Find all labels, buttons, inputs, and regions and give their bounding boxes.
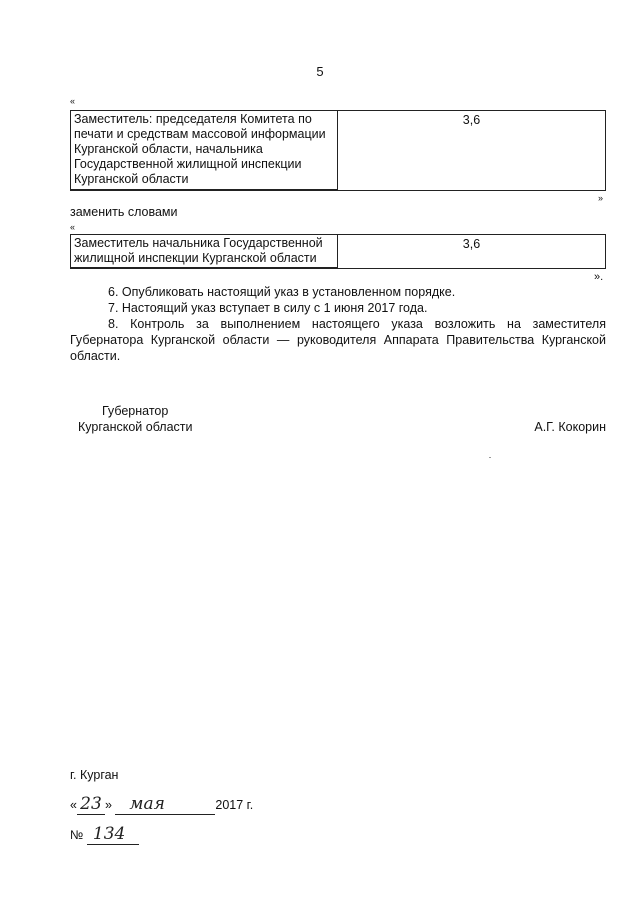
date-month-field (115, 794, 215, 815)
new-position-table (70, 234, 606, 269)
decree-items (70, 284, 606, 364)
decree-number: 134 (92, 824, 126, 844)
date-year: 2017 г. (215, 798, 254, 812)
position-cell: Заместитель начальника Государственной жилищной инспекции Курганской области (71, 235, 338, 269)
number-label: № (70, 828, 84, 842)
date-open-quote: « (70, 798, 77, 812)
signature-title-line1: Губернатор (102, 404, 169, 418)
number-field (87, 824, 139, 845)
city: г. Курган (70, 768, 119, 782)
date-day-field (77, 794, 105, 815)
open-quote: « (70, 96, 76, 106)
replace-with-text: заменить словами (70, 205, 178, 219)
close-quote-period: ». (594, 271, 604, 283)
scan-speck (489, 457, 491, 458)
signature-title-line2: Курганской области (78, 420, 193, 434)
open-quote: « (70, 222, 76, 232)
number-line (70, 824, 139, 845)
table-row (71, 235, 606, 269)
old-position-table (70, 110, 606, 191)
item-6: 6. Опубликовать настоящий указ в установленном порядке. (108, 285, 456, 299)
close-quote: » (598, 193, 604, 203)
table-row (71, 111, 606, 191)
page-number: 5 (316, 64, 324, 79)
item-7: 7. Настоящий указ вступает в силу с 1 июня 2017 года. (108, 301, 428, 315)
coefficient-cell: 3,6 (338, 111, 606, 191)
signatory-name: А.Г. Кокорин (534, 420, 606, 434)
position-cell: Заместитель: председателя Комитета по печати и средствам массовой информации Курганской области, начальника Государственной жилищной инспекции Курганской области (71, 111, 338, 191)
date-line (70, 794, 253, 815)
item-8: 8. Контроль за выполнением настоящего указа возложить на заместителя Губернатора Курганской области — руководителя Аппарата Правительства Курганской области. (70, 317, 606, 363)
coefficient-cell: 3,6 (338, 235, 606, 269)
date-day: 23 (80, 794, 102, 814)
date-month: мая (129, 794, 165, 814)
date-close-quote: » (104, 798, 112, 812)
